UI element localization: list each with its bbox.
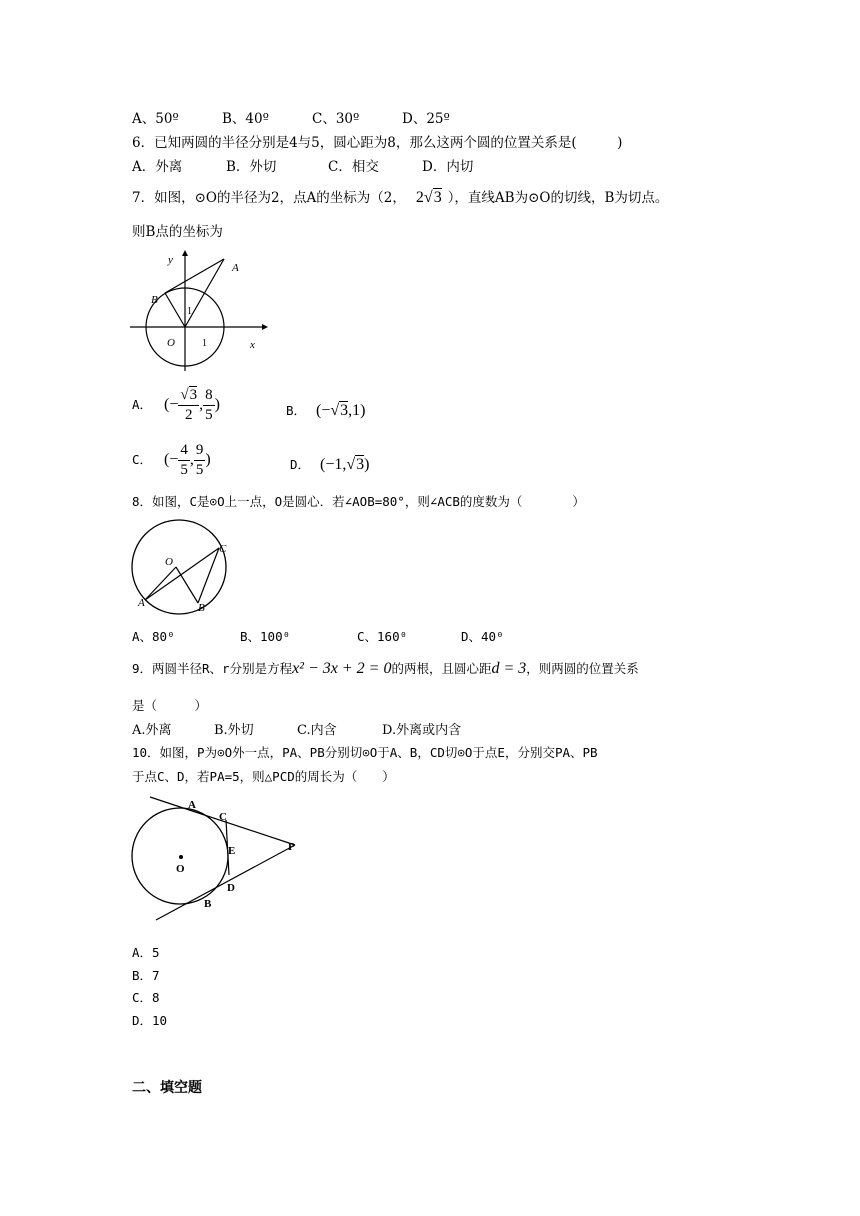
segment-ac	[145, 548, 219, 600]
q9-option-c: C.内含	[297, 723, 337, 738]
q7-radicand: 3	[433, 189, 442, 206]
q8-options	[132, 627, 504, 645]
label-d: D	[227, 882, 235, 894]
q7-option-a	[132, 388, 220, 423]
label-x: x	[250, 339, 255, 351]
label-one-y: 1	[187, 306, 192, 317]
q9-stem-mid: 的两根，且圆心距	[391, 661, 492, 676]
segment-ob	[176, 567, 198, 603]
q6-option-d: D．内切	[422, 159, 474, 175]
section-title-fill-in: 二、填空题	[132, 1080, 202, 1096]
q7-coordinate-value: 2√3	[415, 189, 442, 206]
q5-option-d: D、25º	[402, 111, 450, 127]
label-y: y	[168, 254, 173, 266]
q7-stem-pre: 7．如图，⊙O的半径为2，点A的坐标为（2，	[132, 190, 406, 206]
q10-option-b: B．7	[132, 968, 160, 983]
q7-option-b-label: B．	[286, 403, 307, 418]
label-a: A	[188, 799, 196, 811]
q9-stem-pre: 9．两圆半径R、r分别是方程	[132, 661, 293, 676]
q9-distance: d = 3	[491, 660, 527, 677]
label-one-x: 1	[202, 338, 207, 349]
segment-ob	[165, 293, 185, 327]
q9-option-d: D.外离或内含	[382, 723, 462, 738]
label-b: B	[198, 602, 205, 614]
label-o: O	[176, 863, 185, 875]
q7-option-c-value: (− $\frac{4}{5}$ , $\frac{9}{5}$ )	[164, 442, 211, 478]
q9-option-a: A.外离	[132, 723, 172, 738]
q7-option-d-value: (−1,√3)	[320, 456, 370, 473]
label-o: O	[165, 556, 173, 568]
frac-4-over-5: $\frac{4}{5}$	[180, 442, 188, 478]
q6-stem: 6．已知两圆的半径分别是4与5，圆心距为8，那么这两个圆的位置关系是( )	[132, 135, 623, 151]
frac-9-over-5: $\frac{9}{5}$	[195, 442, 204, 478]
q7-stem-line2: 则B点的坐标为	[132, 224, 223, 240]
q10-line1: 10．如图，P为⊙O外一点，PA、PB分别切⊙O于A、B，CD切⊙O于点E，分别交PA、PB	[132, 745, 598, 760]
q5-option-b: B、40º	[222, 111, 269, 127]
label-b: B	[204, 898, 212, 910]
label-b: B	[151, 294, 158, 306]
q8-figure	[128, 518, 232, 616]
q10-figure	[130, 794, 310, 924]
q10-option-c: C．8	[132, 990, 160, 1005]
q6-option-b: B．外切	[226, 159, 277, 175]
q5-option-c: C、30º	[312, 111, 360, 127]
q7-option-b-value: (−√3,1)	[316, 402, 366, 419]
q8-option-d: D、40⁰	[461, 629, 504, 644]
q6-option-a: A．外离	[132, 159, 183, 175]
q9-option-b: B.外切	[214, 723, 254, 738]
q10-option-a: A．5	[132, 945, 160, 960]
q7-stem	[132, 186, 668, 207]
q8-stem: 8．如图，C是⊙O上一点，O是圆心．若∠AOB=80°，则∠ACB的度数为（ ）	[132, 494, 585, 509]
q7-option-a-value: (− $\frac{√3}{2}$ , $\frac{8}{5}$ )	[164, 387, 220, 423]
q5-option-a: A、50º	[132, 111, 179, 127]
q9-stem-post: ，则两圆的位置关系	[526, 661, 639, 676]
y-axis-arrow	[182, 250, 188, 256]
q7-option-a-label: A．	[132, 397, 153, 413]
q7-stem-post: ），直线AB为⊙O的切线，B为切点。	[447, 190, 669, 206]
q9-equation: x² − 3x + 2 = 0	[292, 660, 392, 677]
q7-coef: 2	[415, 189, 424, 206]
q8-option-c: C、160⁰	[357, 629, 408, 644]
q7-figure	[128, 250, 268, 375]
q7-option-d-label: D．	[290, 457, 311, 472]
label-a: A	[138, 597, 145, 609]
label-a: A	[232, 262, 239, 274]
label-e: E	[228, 845, 236, 857]
q8-option-a: A、80⁰	[132, 629, 175, 644]
label-c: C	[219, 811, 227, 823]
q7-option-c-label: C．	[132, 452, 153, 468]
q7-option-c	[132, 443, 211, 478]
segment-oa	[145, 567, 176, 600]
tangent-ab	[165, 259, 224, 293]
q8-option-b: B、100⁰	[240, 629, 291, 644]
x-axis-arrow	[262, 324, 268, 330]
center-dot	[179, 855, 183, 859]
q6-option-c: C．相交	[328, 159, 379, 175]
q7-option-d	[290, 455, 370, 474]
q9-options	[132, 719, 461, 738]
q10-line2: 于点C、D，若PA=5，则△PCD的周长为（ ）	[132, 769, 395, 784]
label-p: P	[288, 841, 295, 853]
frac-root3-over-2: $\frac{√3}{2}$	[180, 387, 198, 423]
q9-stem	[132, 659, 639, 678]
q6-options	[132, 155, 473, 175]
q5-options	[132, 107, 450, 127]
tangent-pb	[156, 845, 295, 920]
label-o: O	[167, 337, 175, 349]
q10-option-d: D．10	[132, 1013, 168, 1028]
label-c: C	[219, 543, 227, 555]
frac-8-over-5: $\frac{8}{5}$	[205, 387, 213, 423]
segment-cb	[198, 548, 219, 603]
q9-line2: 是（ ）	[132, 698, 208, 713]
q7-option-b	[286, 401, 366, 420]
